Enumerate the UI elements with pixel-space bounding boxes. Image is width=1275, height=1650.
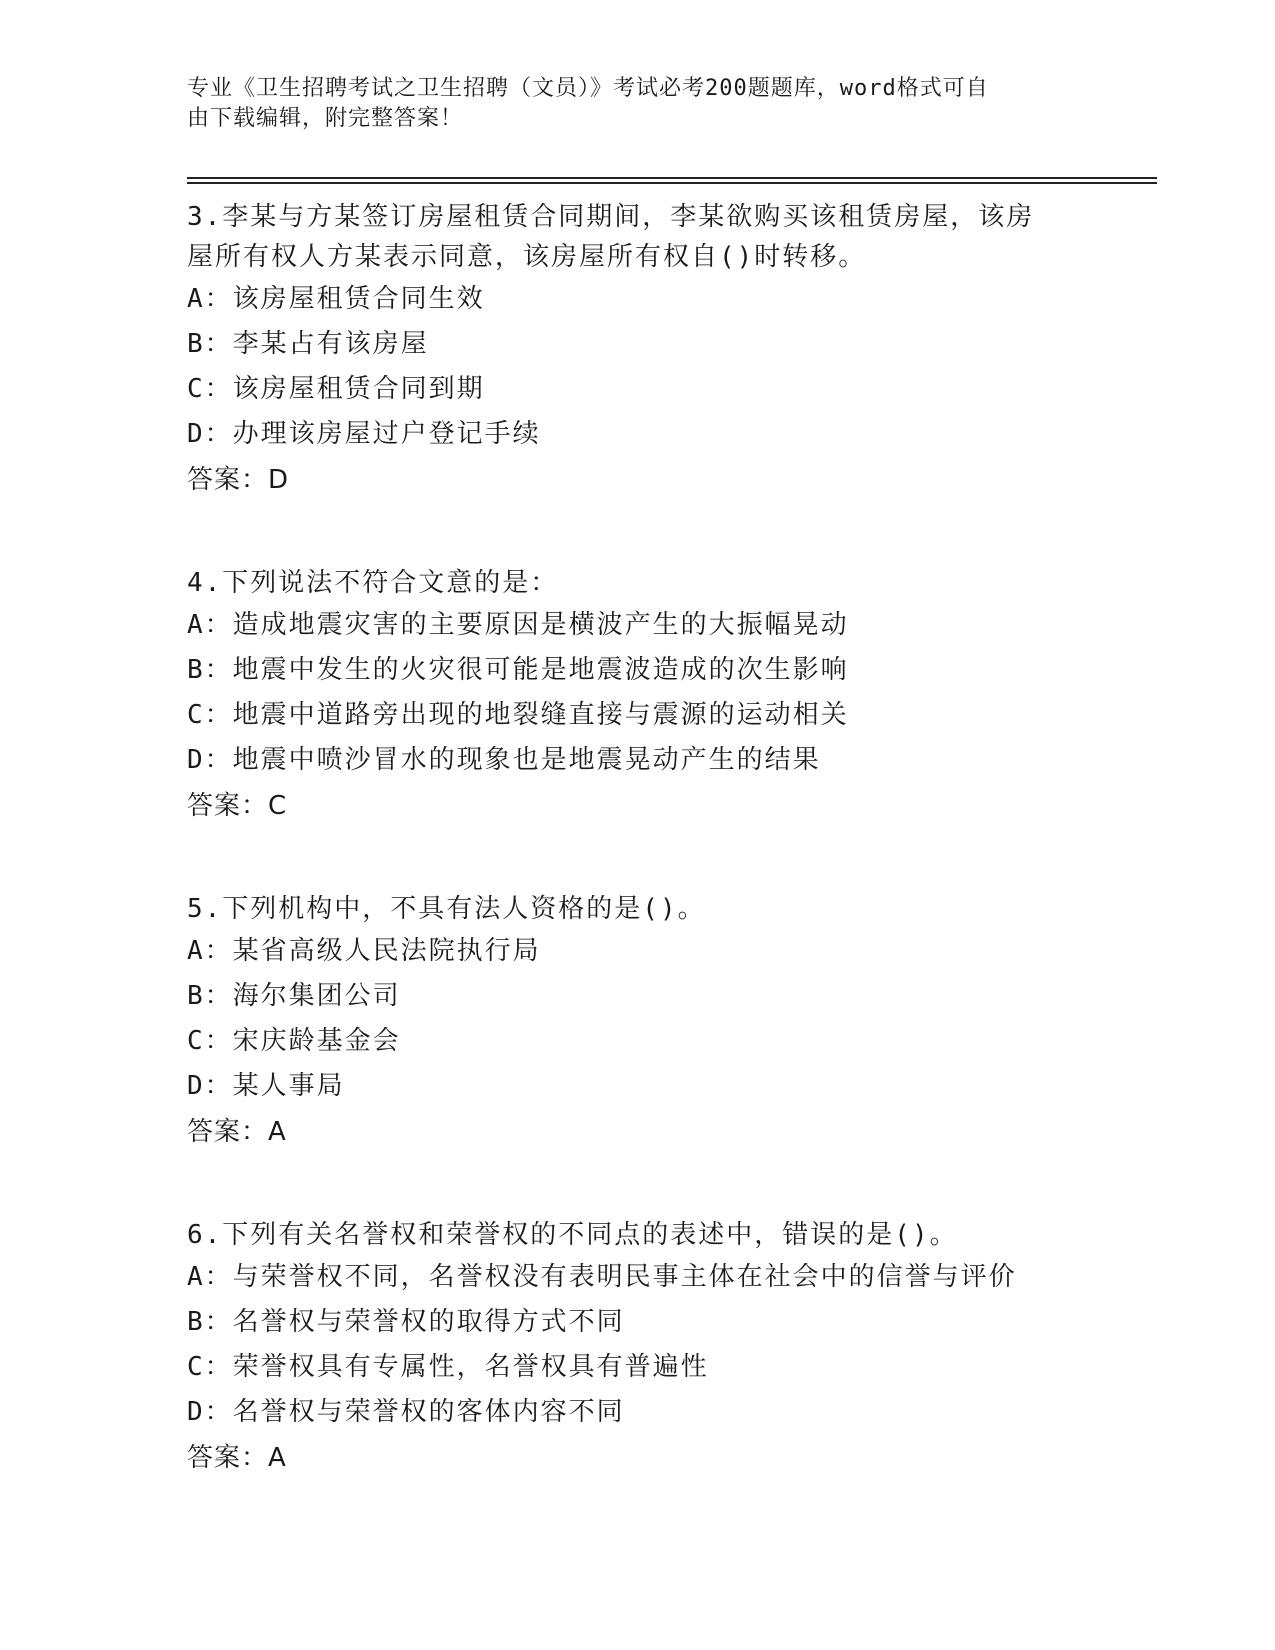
option-b: B：地震中发生的火灾很可能是地震波造成的次生影响: [187, 655, 849, 685]
answer: 答案：C: [187, 791, 288, 821]
option-d: D：地震中喷沙冒水的现象也是地震晃动产生的结果: [187, 745, 821, 775]
answer: 答案：A: [187, 1117, 287, 1147]
question-stem-line-1: 3.李某与方某签订房屋租赁合同期间，李某欲购买该租赁房屋，该房: [187, 202, 1035, 232]
header-divider-top: [187, 177, 1157, 179]
spacer: [187, 829, 1087, 885]
option-b: B：名誉权与荣誉权的取得方式不同: [187, 1307, 625, 1337]
question-stem: [187, 193, 1087, 277]
question-4: [187, 559, 1087, 829]
option-b: B：李某占有该房屋: [187, 329, 429, 359]
answer: 答案：D: [187, 465, 290, 495]
option-c: C：宋庆龄基金会: [187, 1026, 401, 1056]
question-3: [187, 193, 1087, 503]
question-6: [187, 1211, 1087, 1481]
question-stem: 5.下列机构中，不具有法人资格的是()。: [187, 894, 706, 924]
option-b: B：海尔集团公司: [187, 981, 401, 1011]
option-c: C：荣誉权具有专属性，名誉权具有普遍性: [187, 1352, 709, 1382]
answer: 答案：A: [187, 1443, 287, 1473]
document-header: [187, 74, 1067, 134]
header-line-1: 专业《卫生招聘考试之卫生招聘（文员）》考试必考200题题库，word格式可自: [187, 76, 989, 101]
option-d: D：办理该房屋过户登记手续: [187, 419, 541, 449]
question-stem: 4.下列说法不符合文意的是：: [187, 568, 559, 598]
option-a: A：与荣誉权不同，名誉权没有表明民事主体在社会中的信誉与评价: [187, 1262, 1017, 1292]
header-divider-bottom: [187, 182, 1157, 184]
spacer: [187, 503, 1087, 559]
spacer: [187, 1155, 1087, 1211]
option-c: C：该房屋租赁合同到期: [187, 374, 485, 404]
option-d: D：名誉权与荣誉权的客体内容不同: [187, 1397, 625, 1427]
option-c: C：地震中道路旁出现的地裂缝直接与震源的运动相关: [187, 700, 849, 730]
question-list: [187, 193, 1087, 1481]
option-a: A：某省高级人民法院执行局: [187, 936, 541, 966]
question-5: [187, 885, 1087, 1155]
question-stem: 6.下列有关名誉权和荣誉权的不同点的表述中，错误的是()。: [187, 1220, 958, 1250]
header-line-2: 由下载编辑，附完整答案！: [187, 106, 464, 131]
option-a: A：造成地震灾害的主要原因是横波产生的大振幅晃动: [187, 610, 849, 640]
option-a: A：该房屋租赁合同生效: [187, 284, 485, 314]
question-stem-line-2: 屋所有权人方某表示同意，该房屋所有权自()时转移。: [187, 242, 867, 272]
option-d: D：某人事局: [187, 1071, 345, 1101]
